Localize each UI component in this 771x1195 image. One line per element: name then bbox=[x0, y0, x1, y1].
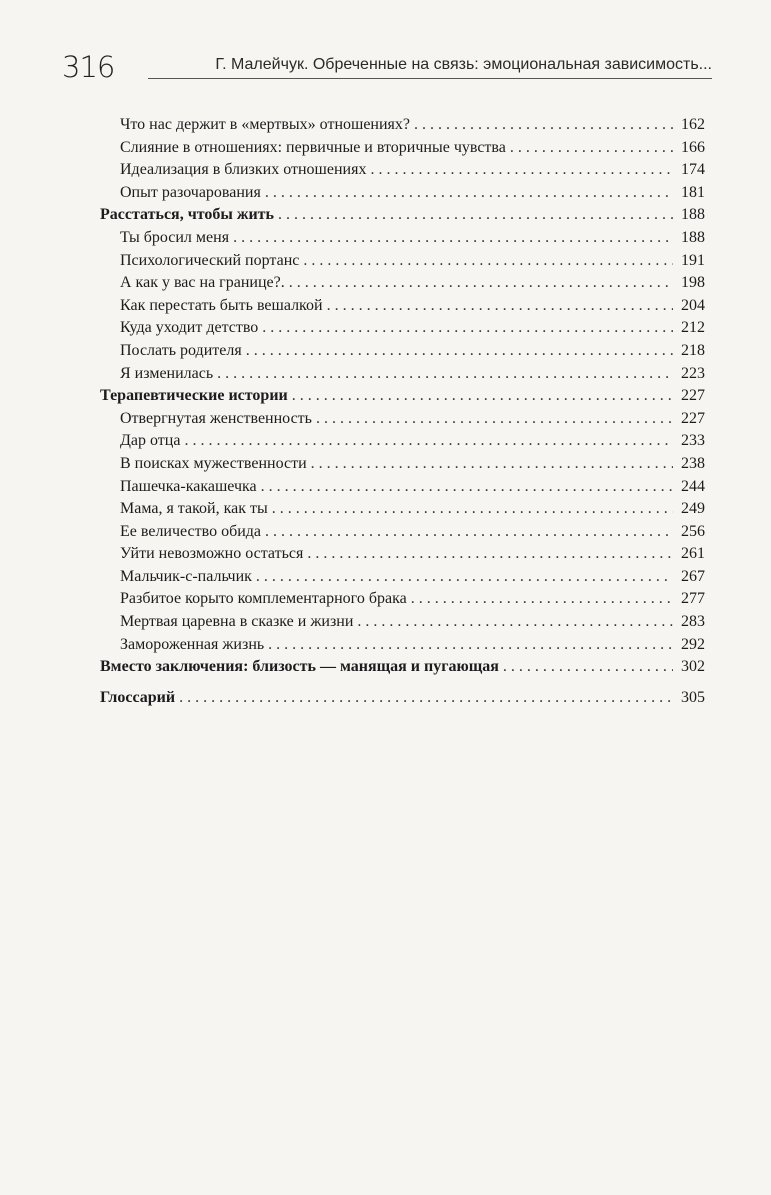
toc-entry bbox=[100, 159, 705, 182]
dot-leader bbox=[357, 611, 673, 633]
toc-entry-page: 223 bbox=[681, 364, 705, 382]
toc-entry bbox=[100, 227, 705, 250]
toc-entry bbox=[100, 453, 705, 476]
toc-entry-page: 283 bbox=[681, 613, 705, 631]
running-title: Г. Малейчук. Обреченные на связь: эмоциональная зависимость... bbox=[215, 56, 712, 73]
toc-entry bbox=[100, 295, 705, 318]
toc-entry-page: 244 bbox=[681, 477, 705, 495]
toc-entry bbox=[100, 137, 705, 160]
toc-entry-title: Я изменилась bbox=[120, 364, 214, 382]
dot-leader bbox=[292, 385, 673, 407]
toc-entry bbox=[100, 566, 705, 589]
dot-leader bbox=[503, 656, 673, 678]
toc-entry-page: 227 bbox=[681, 409, 705, 427]
toc-entry-page: 212 bbox=[681, 319, 705, 337]
toc-entry-title: Мальчик-с-пальчик bbox=[120, 567, 252, 585]
toc-entry-title: Терапевтические истории bbox=[100, 387, 288, 405]
toc-entry-page: 305 bbox=[681, 688, 705, 706]
toc-entry bbox=[100, 543, 705, 566]
toc-entry-page: 218 bbox=[681, 341, 705, 359]
toc-entry-title: Куда уходит детство bbox=[120, 319, 259, 337]
dot-leader bbox=[179, 687, 673, 709]
toc-entry-page: 181 bbox=[681, 183, 705, 201]
toc-entry-title: Ты бросил меня bbox=[120, 228, 230, 246]
dot-leader bbox=[311, 453, 673, 475]
toc-section-entry bbox=[100, 204, 705, 227]
toc-entry-page: 238 bbox=[681, 454, 705, 472]
toc-entry-page: 198 bbox=[681, 274, 705, 292]
toc-entry-page: 277 bbox=[681, 590, 705, 608]
dot-leader bbox=[327, 295, 673, 317]
toc-entry-page: 233 bbox=[681, 432, 705, 450]
toc-entry bbox=[100, 114, 705, 137]
dot-leader bbox=[184, 430, 673, 452]
table-of-contents bbox=[100, 114, 705, 709]
dot-leader bbox=[289, 272, 673, 294]
dot-leader bbox=[510, 137, 673, 159]
toc-entry bbox=[100, 182, 705, 205]
toc-entry-title: Психологический портанс bbox=[120, 251, 300, 269]
dot-leader bbox=[217, 363, 673, 385]
dot-leader bbox=[411, 588, 673, 610]
dot-leader bbox=[268, 634, 673, 656]
toc-entry-title: Ее величество обида bbox=[120, 522, 262, 540]
toc-entry-title: Что нас держит в «мертвых» отношениях? bbox=[120, 116, 411, 133]
toc-entry-title: Разбитое корыто комплементарного брака bbox=[120, 590, 407, 608]
dot-leader bbox=[278, 204, 673, 226]
toc-entry-title: А как у вас на границе?. bbox=[120, 274, 285, 292]
dot-leader bbox=[303, 250, 673, 272]
toc-entry bbox=[100, 634, 705, 657]
toc-entry-page: 174 bbox=[681, 161, 705, 179]
dot-leader bbox=[265, 521, 673, 543]
toc-entry-title: Мама, я такой, как ты bbox=[120, 500, 268, 518]
toc-entry-page: 204 bbox=[681, 296, 705, 314]
dot-leader bbox=[272, 498, 673, 520]
dot-leader bbox=[261, 476, 673, 498]
toc-entry bbox=[100, 363, 705, 386]
toc-entry bbox=[100, 317, 705, 340]
toc-entry-title: Идеализация в близких отношениях bbox=[120, 161, 367, 179]
toc-section-entry bbox=[100, 656, 705, 679]
toc-entry-page: 261 bbox=[681, 545, 705, 563]
toc-section-entry bbox=[100, 687, 705, 710]
dot-leader bbox=[246, 340, 673, 362]
toc-entry-title: Расстаться, чтобы жить bbox=[100, 206, 274, 224]
toc-section-entry bbox=[100, 385, 705, 408]
toc-entry bbox=[100, 408, 705, 431]
toc-entry-title: Глоссарий bbox=[100, 688, 176, 706]
toc-entry bbox=[100, 250, 705, 273]
dot-leader bbox=[414, 114, 673, 136]
toc-entry-page: 166 bbox=[681, 138, 705, 156]
toc-entry-title: Дар отца bbox=[120, 432, 181, 450]
toc-entry-title: Опыт разочарования bbox=[120, 183, 261, 201]
header-rule bbox=[148, 78, 712, 79]
toc-entry bbox=[100, 521, 705, 544]
toc-entry bbox=[100, 340, 705, 363]
dot-leader bbox=[233, 227, 673, 249]
dot-leader bbox=[370, 159, 673, 181]
toc-entry bbox=[100, 476, 705, 499]
toc-entry-page: 249 bbox=[681, 500, 705, 518]
toc-entry-title: Уйти невозможно остаться bbox=[120, 545, 304, 563]
dot-leader bbox=[307, 543, 673, 565]
toc-entry-title: Как перестать быть вешалкой bbox=[120, 296, 323, 314]
toc-entry-page: 256 bbox=[681, 522, 705, 540]
toc-entry-page: 267 bbox=[681, 567, 705, 585]
dot-leader bbox=[265, 182, 673, 204]
toc-entry-title: Вместо заключения: близость — манящая и пугающая bbox=[100, 658, 499, 676]
toc-entry bbox=[100, 588, 705, 611]
dot-leader bbox=[256, 566, 673, 588]
toc-entry-page: 191 bbox=[681, 251, 705, 269]
toc-entry-title: В поисках мужественности bbox=[120, 454, 307, 472]
toc-entry-title: Пашечка-какашечка bbox=[120, 477, 257, 495]
page-number: 316 bbox=[62, 50, 115, 84]
toc-entry-title: Мертвая царевна в сказке и жизни bbox=[120, 613, 354, 631]
running-header bbox=[62, 50, 712, 86]
toc-entry bbox=[100, 498, 705, 521]
toc-entry-title: Слияние в отношениях: первичные и вторичные чувства bbox=[120, 138, 506, 156]
toc-entry-page: 162 bbox=[681, 116, 705, 133]
toc-entry bbox=[100, 272, 705, 295]
toc-entry-page: 227 bbox=[681, 387, 705, 405]
toc-entry bbox=[100, 611, 705, 634]
toc-entry-page: 188 bbox=[681, 206, 705, 224]
dot-leader bbox=[262, 317, 673, 339]
toc-entry-page: 292 bbox=[681, 635, 705, 653]
toc-entry bbox=[100, 430, 705, 453]
toc-entry-title: Замороженная жизнь bbox=[120, 635, 265, 653]
toc-entry-page: 302 bbox=[681, 658, 705, 676]
dot-leader bbox=[316, 408, 673, 430]
toc-entry-page: 188 bbox=[681, 228, 705, 246]
toc-entry-title: Отвергнутая женственность bbox=[120, 409, 312, 427]
toc-entry-title: Послать родителя bbox=[120, 341, 242, 359]
